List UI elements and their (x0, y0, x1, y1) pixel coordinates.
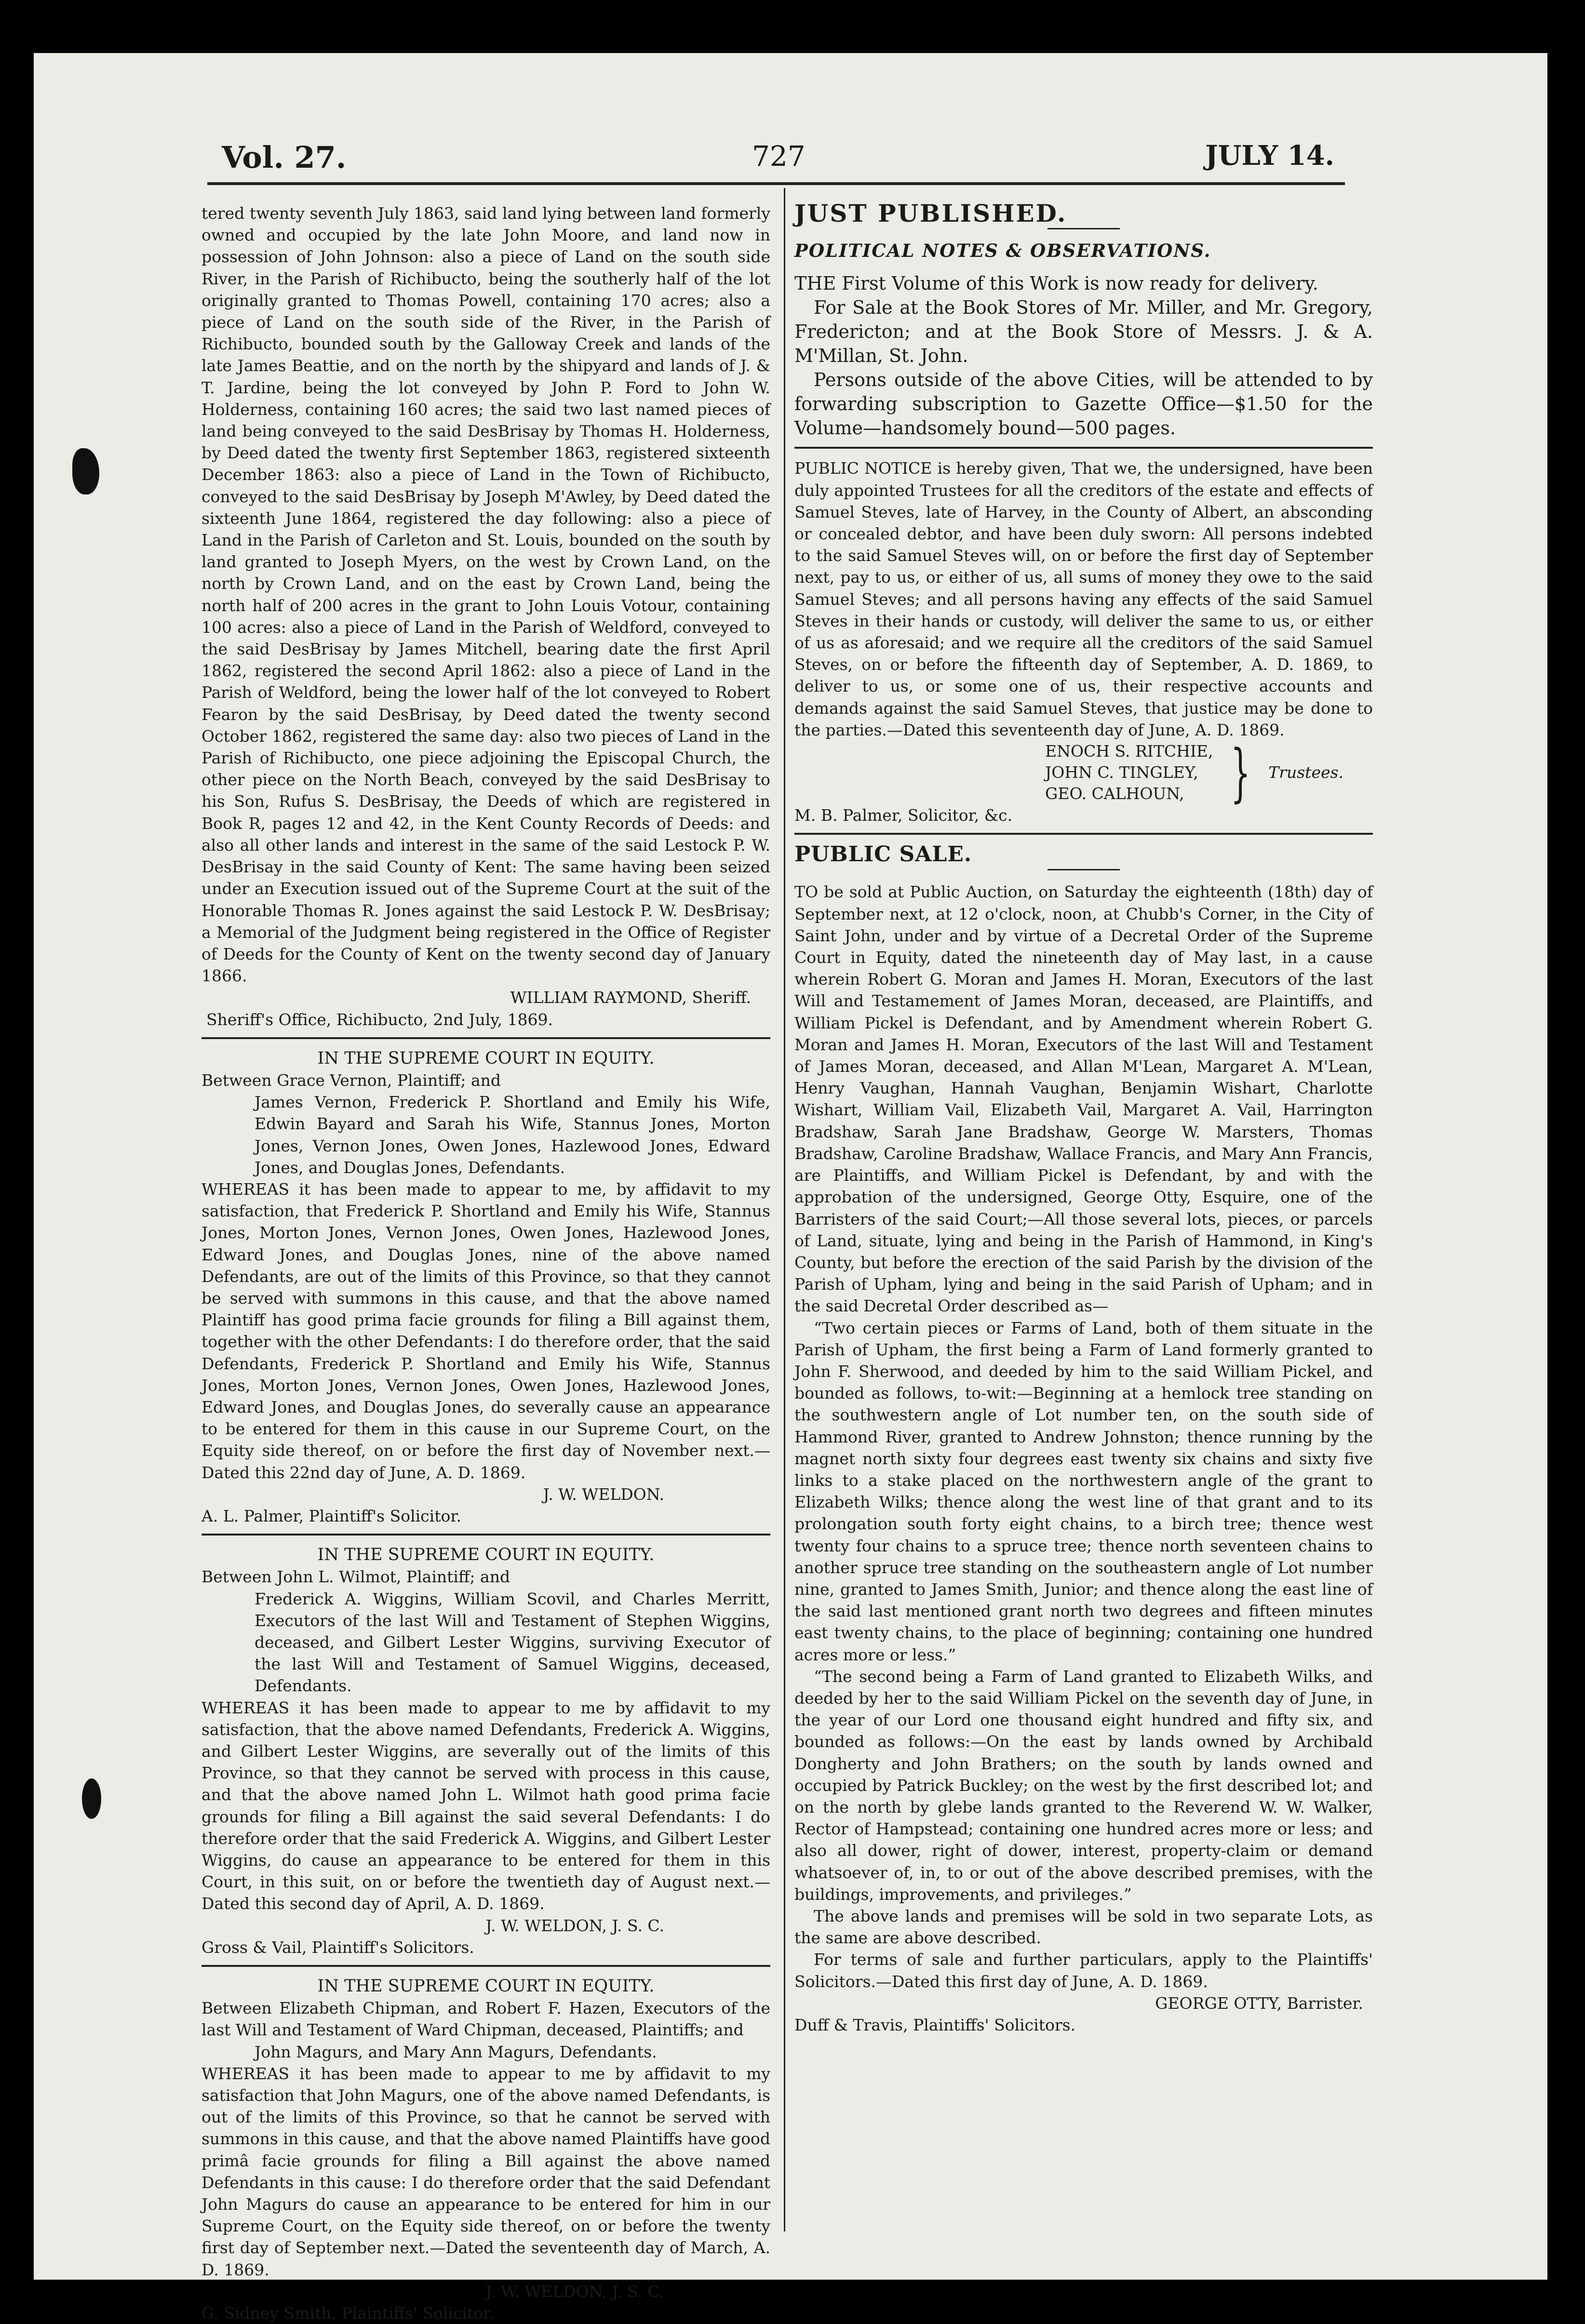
trustee-name: GEO. CALHOUN, (1045, 784, 1184, 803)
solicitor-line: G. Sidney Smith, Plaintiffs' Solicitor. (201, 2304, 494, 2323)
book-subscription: Persons outside of the above Cities, will be attended to by forwarding subscription to Gazette Office—$1.50 for the Volume—handsomely bound—500 pages. (794, 369, 1373, 439)
trustees-label: Trustees. (1268, 763, 1343, 782)
judge-signature: J. W. WELDON, J. S. C. (485, 2282, 664, 2301)
solicitor-line: Gross & Vail, Plaintiff's Solicitors. (201, 1937, 474, 1957)
solicitor-line: A. L. Palmer, Plaintiff's Solicitor. (201, 1506, 461, 1525)
trustee-name: JOHN C. TINGLEY, (1045, 763, 1198, 782)
equity-heading: IN THE SUPREME COURT IN EQUITY. (317, 1545, 655, 1565)
equity-parties: John Magurs, and Mary Ann Magurs, Defendants. (255, 2042, 657, 2061)
sale-lots-note: The above lands and premises will be sold in two separate Lots, as the same are above described. (794, 1907, 1373, 1948)
equity-between: Between Elizabeth Chipman, and Robert F. Hazen, Executors of the last Will and Testament of Ward Chipman, deceased, Plaintiffs; and (201, 1999, 770, 2040)
short-rule (1048, 869, 1120, 870)
trustee-solicitor: M. B. Palmer, Solicitor, &c. (794, 806, 1013, 825)
equity-between: Between Grace Vernon, Plaintiff; and (201, 1070, 501, 1090)
equity-body: WHEREAS it has been made to appear to me, by affidavit to my satisfaction, that Frederick P. Shortland and Emily his Wife, Stannus Jones, Morton Jones, Vernon Jones, Owen Jones, Hazlewood Jones, Edward Jones, and Douglas Jones, nine of the above named Defendants, are out of the limits of this Province, so that they cannot be served with summons in this cause, and that the above named Plaintiff has good prima facie grounds for filing a Bill against them, together with the other Defendants: I do therefore order, that the said Defendants, Frederick P. Shortland and Emily his Wife, Stannus Jones, Morton Jones, Vernon Jones, Owen Jones, Hazlewood Jones, Edward Jones, and Douglas Jones, do severally cause an appearance to be entered for them in this cause in our Supreme Court, on the Equity side thereof, on or before the first day of November next.—Dated this 22nd day of June, A. D. 1869. (201, 1179, 770, 1482)
barrister-signature: GEORGE OTTY, Barrister. (1155, 1993, 1363, 2013)
section-divider (794, 833, 1373, 835)
book-sale-locations: For Sale at the Book Stores of Mr. Miller, and Mr. Gregory, Fredericton; and at the Book Store of Messrs. J. & A. M'Millan, St. John. (794, 297, 1373, 367)
equity-heading: IN THE SUPREME COURT IN EQUITY. (317, 1977, 655, 1996)
public-sale-heading: PUBLIC SALE. (794, 842, 972, 867)
sale-second-lot: “The second being a Farm of Land granted to Elizabeth Wilks, and deeded by her to the said William Pickel on the seventh day of June, in the year of our Lord one thousand eight hundred and fifty six, and bounded as follows:—On the east by lands owned by Archibald Dongherty and John Brathers; on the south by lands owned and occupied by Patrick Buckley; on the west by the first described lot; and on the north by glebe lands granted to the Reverend W. W. Walker, Rector of Hampstead; containing one hundred acres more or less; and also all dower, right of dower, interest, property-claim or demand whatsoever of, in, to or out of the above described premises, with the buildings, improvements, and privileges.” (794, 1667, 1373, 1904)
just-published-heading: JUST PUBLISHED. (794, 199, 1067, 227)
sheriff-office-line: Sheriff's Office, Richibucto, 2nd July, 1869. (206, 1010, 553, 1029)
left-column (201, 202, 770, 2324)
scan-mark (82, 1778, 101, 1819)
section-divider (201, 1037, 770, 1039)
equity-heading: IN THE SUPREME COURT IN EQUITY. (317, 1048, 655, 1068)
volume-number: Vol. 27. (222, 140, 347, 175)
book-announcement: THE First Volume of this Work is now ready for delivery. (794, 273, 1318, 294)
judge-signature: J. W. WELDON, J. S. C. (485, 1916, 664, 1935)
equity-between: Between John L. Wilmot, Plaintiff; and (201, 1567, 510, 1587)
header-rule (207, 182, 1345, 185)
equity-body: WHEREAS it has been made to appear to me by affidavit to my satisfaction, that the above named Defendants, Frederick A. Wiggins, and Gilbert Lester Wiggins, are severally out of the limits of this Province, so that they cannot be served with process in this cause, and that the above named John L. Wilmot hath good prima facie grounds for filing a Bill against the said several Defendants: I do therefore order that the said Frederick A. Wiggins, and Gilbert Lester Wiggins, do cause an appearance to be entered for them in this Court, in this suit, on or before the twentieth day of August next.—Dated this second day of April, A. D. 1869. (201, 1698, 770, 1913)
section-divider (794, 447, 1373, 449)
sheriff-signature: WILLIAM RAYMOND, Sheriff. (510, 988, 751, 1007)
trustee-notice: PUBLIC NOTICE is hereby given, That we, the undersigned, have been duly appointed Trustees for all the creditors of the estate and effects of Samuel Steves, late of Harvey, in the County of Albert, an absconding or concealed debtor, and have been duly sworn: All persons indebted to the said Samuel Steves will, on or before the first day of September next, pay to us, or either of us, all sums of money they owe to the said Samuel Steves; and all persons having any effects of the said Samuel Steves in their hands or custody, will deliver the same to us, or either of us as aforesaid; and we require all the creditors of the said Samuel Steves, on or before the fifteenth day of September, A. D. 1869, to deliver to us, or some one of us, their respective accounts and demands against the said Samuel Steves, that justice may be done to the parties.—Dated this seventeenth day of June, A. D. 1869. (794, 459, 1373, 739)
brace-glyph: } (1231, 736, 1251, 810)
column-divider (784, 188, 785, 2231)
short-rule (1048, 228, 1120, 229)
equity-body: WHEREAS it has been made to appear to me by affidavit to my satisfaction that John Magurs, one of the above named Defendants, is out of the limits of this Province, so that he cannot be served with summons in this cause, and that the above named Plaintiffs have good primâ facie grounds for filing a Bill against the above named Defendants in this cause: I do therefore order that the said Defendant John Magurs do cause an appearance to be entered for him in our Supreme Court, on the Equity side thereof, on or before the twenty first day of September next.—Dated the seventeenth day of March, A. D. 1869. (201, 2064, 770, 2279)
issue-date: JULY 14. (1205, 140, 1335, 172)
trustee-signatures (794, 736, 1373, 810)
sheriff-sale-text: tered twenty seventh July 1863, said land lying between land formerly owned and occupied by the late John Moore, and land now in possession of John Johnson: also a piece of Land on the south side River, in the Parish of Richibucto, being the southerly half of the lot originally granted to Thomas Powell, containing 170 acres; also a piece of Land on the south side of the River, in the Parish of Richibucto, bounded south by the Galloway Creek and lands of the late James Beattie, and on the north by the shipyard and lands of J. & T. Jardine, being the lot conveyed by John P. Ford to John W. Holderness, containing 160 acres; the said two last named pieces of land being conveyed to the said DesBrisay by Thomas H. Holderness, by Deed dated the twenty first September 1863, registered sixteenth December 1863: also a piece of Land in the Town of Richibucto, conveyed to the said DesBrisay by Joseph M'Awley, by Deed dated the sixteenth June 1864, registered the day following: also a piece of Land in the Parish of Carleton and St. Louis, bounded on the south by land granted to Joseph Myers, on the west by Crown Land, on the north by Crown Land, and on the east by Crown Land, being the north half of 200 acres in the grant to John Louis Votour, containing 100 acres: also a piece of Land in the Parish of Weldford, conveyed to the said DesBrisay by James Mitchell, bearing date the first April 1862, registered the second April 1862: also a piece of Land in the Parish of Weldford, being the lower half of the lot conveyed to Robert Fearon by the said DesBrisay, by Deed dated the twenty second October 1862, registered the same day: also two pieces of Land in the Parish of Richibucto, one piece adjoining the Episcopal Church, the other piece on the North Beach, conveyed by the said DesBrisay to his Son, Rufus S. DesBrisay, the Deeds of which are registered in Book R, pages 12 and 42, in the Kent County Records of Deeds: and also all other lands and interest in the same of the said Lestock P. W. DesBrisay in the said County of Kent: The same having been seized under an Execution issued out of the Supreme Court at the suit of the Honorable Thomas R. Jones against the said Lestock P. W. DesBrisay; a Memorial of the Judgment being registered in the Office of Register of Deeds for the County of Kent on the twenty second day of January 1866. (201, 204, 770, 986)
judge-signature: J. W. WELDON. (543, 1484, 664, 1504)
sale-solicitors: Duff & Travis, Plaintiffs' Solicitors. (794, 2016, 1076, 2035)
equity-parties: James Vernon, Frederick P. Shortland and Emily his Wife, Edwin Bayard and Sarah his Wife, Stannus Jones, Morton Jones, Vernon Jones, Owen Jones, Hazlewood Jones, Edward Jones, and Douglas Jones, Defendants. (255, 1093, 770, 1177)
equity-parties: Frederick A. Wiggins, William Scovil, and Charles Merritt, Executors of the last Will and Testament of Stephen Wiggins, deceased, and Gilbert Lester Wiggins, surviving Executor of the last Will and Testament of Samuel Wiggins, deceased, Defendants. (255, 1589, 770, 1696)
right-column (794, 199, 1373, 2036)
page-number: 727 (752, 140, 806, 173)
sale-terms: TO be sold at Public Auction, on Saturday the eighteenth (18th) day of September next, at 12 o'clock, noon, at Chubb's Corner, in the City of Saint John, under and by virtue of a Decretal Order of the Supreme Court in Equity, dated the nineteenth day of May last, in a cause wherein Robert G. Moran and James H. Moran, Executors of the last Will and Testamement of James Moran, deceased, are Plaintiffs, and William Pickel is Defendant, and by Amendment wherein Robert G. Moran and James H. Moran, Executors of the last Will and Testament of James Moran, deceased, and Allan M'Lean, Margaret A. M'Lean, Henry Vaughan, Hannah Vaughan, Benjamin Wishart, Charlotte Wishart, William Vail, Elizabeth Vail, Margaret A. Vail, Harrington Bradshaw, Sarah Jane Bradshaw, George W. Marsters, Thomas Bradshaw, Caroline Bradshaw, Wallace Francis, and Mary Ann Francis, are Plaintiffs, and William Pickel is Defendant, by and with the approbation of the undersigned, George Otty, Esquire, one of the Barristers of the said Court;—All those several lots, pieces, or parcels of Land, situate, lying and being in the Parish of Hammond, in King's County, but before the erection of the said Parish by the division of the Parish of Upham, lying and being in the said Parish of Upham; and in the said Decretal Order described as— (794, 882, 1373, 1316)
trustee-name: ENOCH S. RITCHIE, (1045, 742, 1213, 761)
section-divider (201, 1965, 770, 1967)
sale-first-lot: “Two certain pieces or Farms of Land, both of them situate in the Parish of Upham, the first being a Farm of Land formerly granted to John F. Sherwood, and deeded by him to the said William Pickel, and bounded as follows, to-wit:—Beginning at a hemlock tree standing on the southwestern angle of Lot number ten, on the south side of Hammond River, granted to Andrew Johnston; thence running by the magnet north sixty four degrees east twenty six chains and sixty five links to a stake placed on the northwestern angle of the grant to Elizabeth Wilks; thence along the west line of that grant and to its prolongation south forty eight chains, to a birch tree; thence west twenty four chains to a spruce tree; thence north seventeen chains to another spruce tree standing on the southeastern angle of Lot number nine, granted to James Smith, Junior; and thence along the east line of the said last mentioned grant north two degrees and fifteen minutes east twenty chains, to the place of beginning; containing one hundred acres more or less.” (794, 1318, 1373, 1664)
sale-particulars: For terms of sale and further particulars, apply to the Plaintiffs' Solicitors.—Dated this first day of June, A. D. 1869. (794, 1950, 1373, 1991)
book-title: POLITICAL NOTES & OBSERVATIONS. (794, 240, 1211, 262)
section-divider (201, 1534, 770, 1536)
